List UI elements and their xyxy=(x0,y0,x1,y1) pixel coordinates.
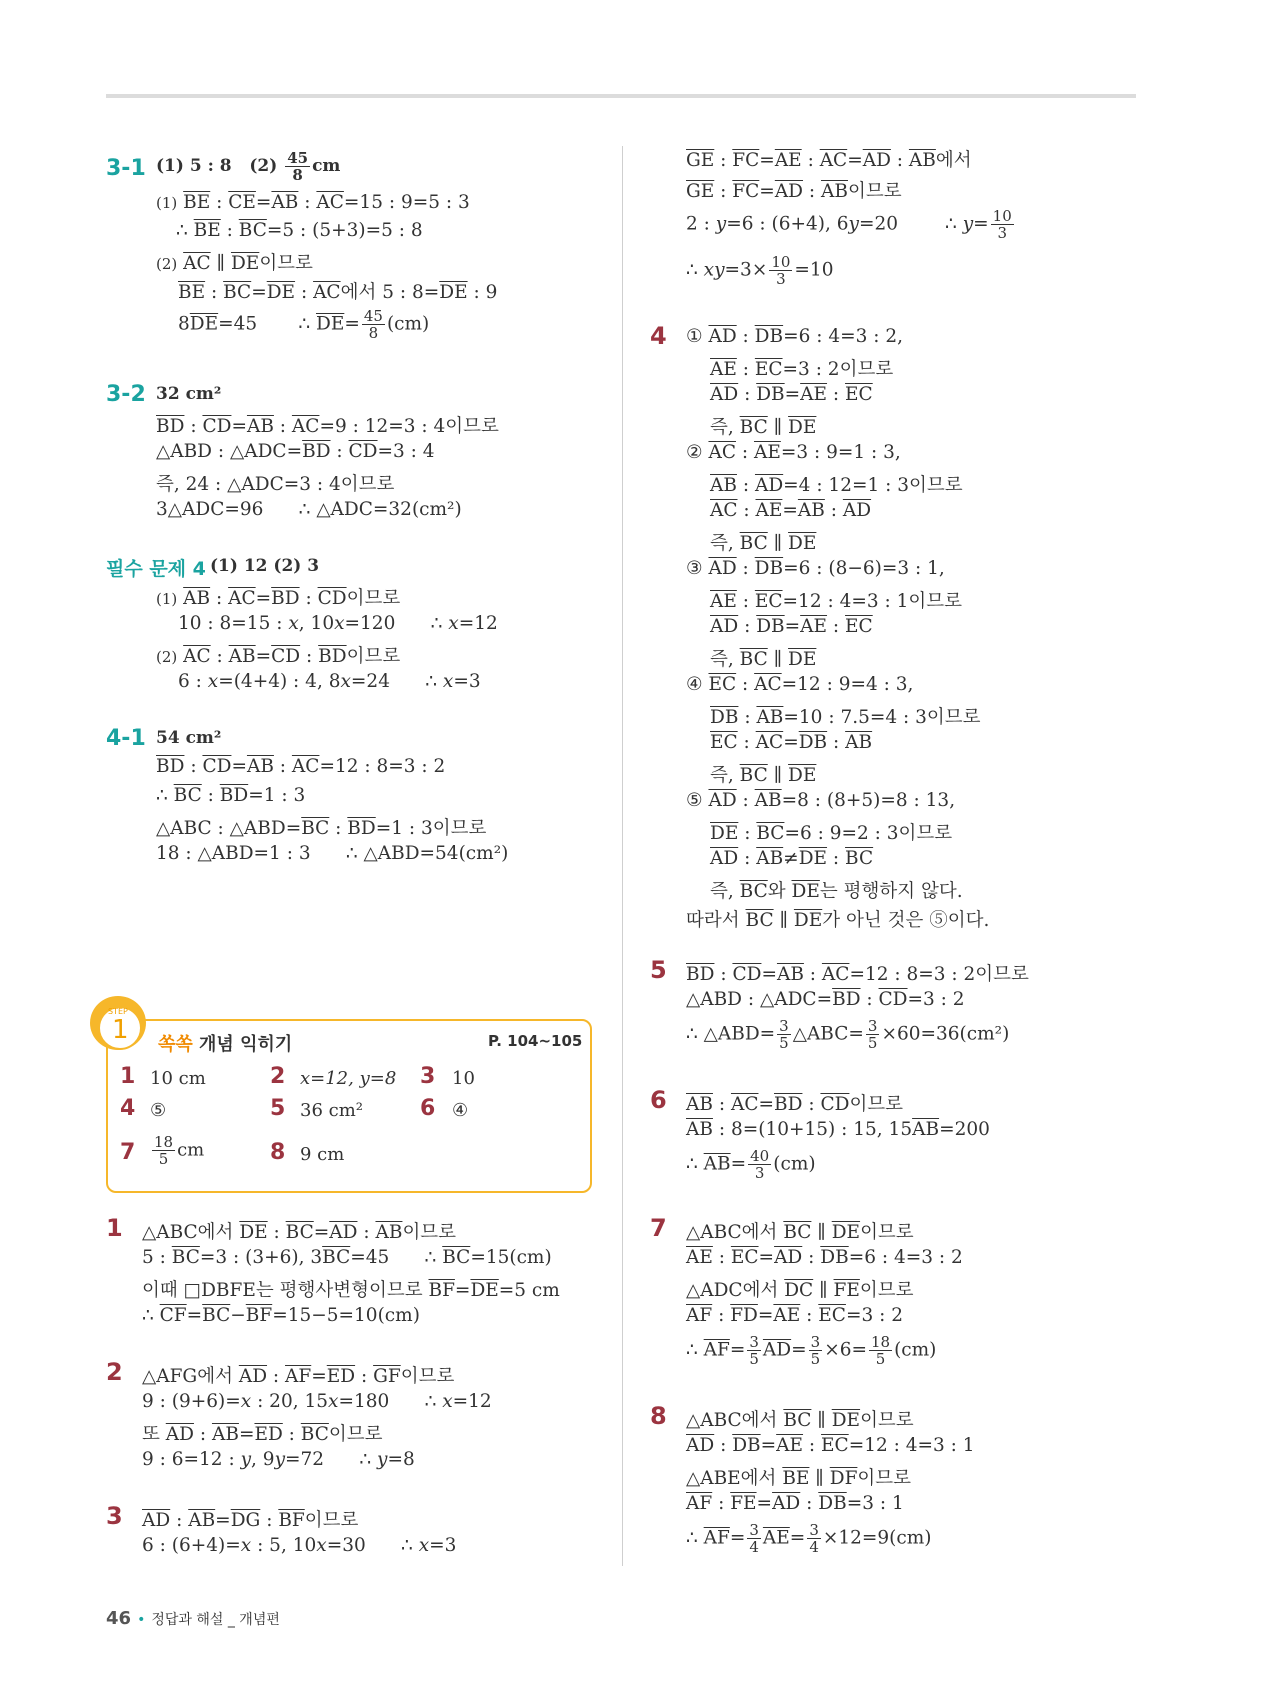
problem-number: 2 xyxy=(106,1358,123,1386)
step-label: STEP xyxy=(108,1007,128,1016)
solution-line: △ABC에서 $\overline{BC}$ ∥ $\overline{DE}$이므로 xyxy=(686,1410,914,1431)
box-item-number: 3 xyxy=(420,1064,436,1089)
solution-line: $\overline{BE}$ : $\overline{BC}=\overline{DE}$ : $\overline{AC}$에서 5 : $8=\overline{DE}$ : 9 xyxy=(178,282,498,303)
solution-line: ∴ xy=3× $\frac{10}{3}$ =10 xyxy=(686,253,834,288)
solution-line: $\overline{AD}$ : $\overline{AB}=\overline{DG}$ : $\overline{BF}$이므로 xyxy=(142,1510,359,1531)
problem-number: 8 xyxy=(650,1402,667,1430)
box-item-number: 6 xyxy=(420,1096,436,1121)
box-item-value: 10 cm xyxy=(150,1068,206,1089)
box-item-number: 7 xyxy=(120,1140,136,1165)
box-item-number: 8 xyxy=(270,1140,286,1165)
solution-line: △ADC에서 $\overline{DC}$ ∥ $\overline{FE}$이므로 xyxy=(686,1280,914,1301)
box-item-value: $\frac{18}{5}$ cm xyxy=(154,1133,205,1168)
solution-line: ∴ $\overline{AF}=$ $\frac{3}{4}$ $\overline{AE}=$ $\frac{3}{4}$ ×12=9(cm) xyxy=(686,1521,932,1556)
solution-line: 따라서 $\overline{BC}$ ∥ $\overline{DE}$가 아닌 것은 ⑤이다. xyxy=(686,910,990,931)
solution-line: 2 : y=6 : (6+4), 6y=20 ∴ y= $\frac{10}{3}$ xyxy=(686,207,1012,242)
solution-line: $\overline{GE}$ : $\overline{FC}=\overline{AD}$ : $\overline{AB}$이므로 xyxy=(686,181,902,202)
solution-line: 즉, $\overline{BC}$와 $\overline{DE}$는 평행하지 않다. xyxy=(710,881,963,902)
solution-line: $\overline{AF}$ : $\overline{FD}=\overline{AE}$ : $\overline{EC}=3$ : 2 xyxy=(686,1305,903,1326)
top-rule xyxy=(106,94,1136,98)
box-item-number: 2 xyxy=(270,1064,286,1089)
solution-line: △AFG에서 $\overline{AD}$ : $\overline{AF}=\overline{ED}$ : $\overline{GF}$이므로 xyxy=(142,1366,455,1387)
solution-line: 또 $\overline{AD}$ : $\overline{AB}=\overline{ED}$ : $\overline{BC}$이므로 xyxy=(142,1424,383,1445)
problem-number: 6 xyxy=(650,1086,667,1114)
solution-line: 6 : x=(4+4) : 4, 8x=24 ∴ x=3 xyxy=(178,671,481,692)
box-item-number: 1 xyxy=(120,1064,136,1089)
box-item-number: 5 xyxy=(270,1096,286,1121)
problem-number: 4 xyxy=(650,322,667,350)
solution-line: $8\overline{DE}=45$ ∴ $\overline{DE}=$ $\frac{45}{8}$ (cm) xyxy=(178,307,430,342)
solution-line: (2) $\overline{AC}$ ∥ $\overline{DE}$이므로 xyxy=(156,253,313,274)
solution-line: $\overline{AE}$ : $\overline{EC}=12$ : 4=3 : 1이므로 xyxy=(710,591,963,612)
footer-text: 정답과 해설 _ 개념편 xyxy=(151,1612,280,1628)
solution-line: $\overline{EC}$ : $\overline{AC}=\overline{DB}$ : $\overline{AB}$ xyxy=(710,732,873,753)
solution-line: $\overline{AD}$ : $\overline{DB}=\overline{AE}$ : $\overline{EC}$ xyxy=(710,616,873,637)
problem-number: 3-2 xyxy=(106,382,146,407)
solution-line: $\overline{AB}$ : 8=(10+15) : 15, $15\overline{AB}=200$ xyxy=(686,1119,990,1140)
solution-line: ① $\overline{AD}$ : $\overline{DB}=6$ : 4=3 : 2, xyxy=(686,326,904,347)
solution-line: ∴ $\overline{AB}=$ $\frac{40}{3}$ (cm) xyxy=(686,1147,816,1182)
problem-number: 5 xyxy=(650,956,667,984)
solution-line: ④ $\overline{EC}$ : $\overline{AC}=12$ : 9=4 : 3, xyxy=(686,674,914,695)
step-number: 1 xyxy=(112,1015,129,1045)
solution-line: 9 : 6=12 : y, 9y=72 ∴ y=8 xyxy=(142,1449,415,1470)
solution-line: $\overline{DE}$ : $\overline{BC}=6$ : 9=2 : 3이므로 xyxy=(710,823,953,844)
page-number: 46 xyxy=(106,1608,132,1629)
answer-summary: (1) 5 : 8 (2) $\frac{45}{8}$ cm xyxy=(156,149,341,184)
solution-line: 3△ADC=96 ∴ △ADC=32(cm²) xyxy=(156,499,462,520)
solution-line: 10 : 8=15 : x, 10x=120 ∴ x=12 xyxy=(178,613,498,634)
solution-line: 5 : $\overline{BC}=3$ : (3+6), $3\overline{BC}=45$ ∴ $\overline{BC}=15(cm)$ xyxy=(142,1247,552,1268)
box-item-number: 4 xyxy=(120,1096,136,1121)
solution-line: $\overline{GE}$ : $\overline{FC}=\overline{AE}$ : $\overline{AC}=\overline{AD}$ : $\overline{AB}$에서 xyxy=(686,150,972,171)
solution-line: 즉, 24 : △ADC=3 : 4이므로 xyxy=(156,474,395,495)
solution-line: $\overline{AE}$ : $\overline{EC}=3$ : 2이므로 xyxy=(710,359,894,380)
solution-line: ∴ $\overline{CF}=\overline{BC}-\overline{BF}=15-5=10(cm)$ xyxy=(142,1305,420,1326)
solution-line: $\overline{AD}$ : $\overline{AB}\ne\overline{DE}$ : $\overline{BC}$ xyxy=(710,848,874,869)
solution-line: (2) $\overline{AC}$ : $\overline{AB}=\overline{CD}$ : $\overline{BD}$이므로 xyxy=(156,646,401,667)
solution-line: $\overline{AD}$ : $\overline{DB}=\overline{AE}$ : $\overline{EC}$ xyxy=(710,384,873,405)
problem-number: 3-1 xyxy=(106,156,146,181)
box-item-value: ⑤ xyxy=(150,1100,167,1121)
solution-line: △ABC : $\triangle ABD=\overline{BC}$ : $\overline{BD}=1$ : 3이므로 xyxy=(156,818,487,839)
problem-number: 1 xyxy=(106,1214,123,1242)
solution-line: 18 : △ABD=1 : 3 ∴ △ABD=54(cm²) xyxy=(156,843,509,864)
box-item-value: x=12, y=8 xyxy=(300,1068,397,1089)
box-title: 쏙쏙 개념 익히기 xyxy=(158,1034,293,1055)
box-item-value: ④ xyxy=(452,1100,469,1121)
solution-line: $\overline{AB}$ : $\overline{AD}=4$ : 12=1 : 3이므로 xyxy=(710,475,963,496)
solution-line: $\overline{AE}$ : $\overline{EC}=\overline{AD}$ : $\overline{DB}=6$ : 4=3 : 2 xyxy=(686,1247,963,1268)
solution-line: ∴ $\overline{AF}=$ $\frac{3}{5}$ $\overline{AD}=$ $\frac{3}{5}$ ×6= $\frac{18}{5}$ (cm) xyxy=(686,1333,937,1368)
solution-line: $\overline{BD}$ : $\overline{CD}=\overline{AB}$ : $\overline{AC}=9$ : 12=3 : 4이므로 xyxy=(156,416,499,437)
box-page-range: P. 104~105 xyxy=(488,1032,583,1050)
solution-line: 이때 □DBFE는 평행사변형이므로 $\overline{BF}=\overline{DE}=5$ cm xyxy=(142,1280,560,1301)
solution-line: 즉, $\overline{BC}$ ∥ $\overline{DE}$ xyxy=(710,533,817,554)
solution-line: ∴ $\overline{BC}$ : $\overline{BD}=1$ : 3 xyxy=(156,785,306,806)
solution-line: $\overline{AB}$ : $\overline{AC}=\overline{BD}$ : $\overline{CD}$이므로 xyxy=(686,1094,904,1115)
problem-number: 4-1 xyxy=(106,726,146,751)
answer-summary: 54 cm² xyxy=(156,728,222,748)
solution-line: 6 : (6+4)=x : 5, 10x=30 ∴ x=3 xyxy=(142,1535,457,1556)
solution-line: ② $\overline{AC}$ : $\overline{AE}=3$ : 9=1 : 3, xyxy=(686,442,901,463)
solution-line: △ABC에서 $\overline{DE}$ : $\overline{BC}=\overline{AD}$ : $\overline{AB}$이므로 xyxy=(142,1222,457,1243)
page-footer xyxy=(106,1608,280,1629)
solution-line: 9 : (9+6)=x : 20, 15x=180 ∴ x=12 xyxy=(142,1391,492,1412)
box-item-value: 9 cm xyxy=(300,1144,345,1165)
solution-line: △ABD : $\triangle ADC=\overline{BD}$ : $\overline{CD}=3$ : 4 xyxy=(156,441,435,462)
solution-line: 즉, $\overline{BC}$ ∥ $\overline{DE}$ xyxy=(710,649,817,670)
solution-line: $\overline{AD}$ : $\overline{DB}=\overline{AE}$ : $\overline{EC}=12$ : 4=3 : 1 xyxy=(686,1435,975,1456)
solution-line: △ABD : $\triangle ADC=\overline{BD}$ : $\overline{CD}=3$ : 2 xyxy=(686,989,965,1010)
solution-line: (1) $\overline{AB}$ : $\overline{AC}=\overline{BD}$ : $\overline{CD}$이므로 xyxy=(156,588,401,609)
solution-line: ∴ $\overline{BE}$ : $\overline{BC}=5$ : (5+3)=5 : 8 xyxy=(176,220,423,241)
solution-line: $\overline{BD}$ : $\overline{CD}=\overline{AB}$ : $\overline{AC}=12$ : 8=3 : 2 xyxy=(156,756,446,777)
problem-number: 3 xyxy=(106,1502,123,1530)
solution-line: ∴ △ABD= $\frac{3}{5}$ △ABC= $\frac{3}{5}$ ×60=36(cm²) xyxy=(686,1017,1010,1052)
box-item-value: 10 xyxy=(452,1068,475,1089)
solution-line: 즉, $\overline{BC}$ ∥ $\overline{DE}$ xyxy=(710,765,817,786)
solution-line: △ABC에서 $\overline{BC}$ ∥ $\overline{DE}$이므로 xyxy=(686,1222,914,1243)
column-divider xyxy=(622,146,623,1566)
bullet-icon: • xyxy=(137,1612,146,1628)
solution-line: ⑤ $\overline{AD}$ : $\overline{AB}=8$ : (8+5)=8 : 13, xyxy=(686,790,956,811)
solution-line: ③ $\overline{AD}$ : $\overline{DB}=6$ : (8−6)=3 : 1, xyxy=(686,558,945,579)
solution-line: (1) $\overline{BE}$ : $\overline{CE}=\overline{AB}$ : $\overline{AC}=15$ : 9=5 : 3 xyxy=(156,192,470,213)
solution-line: $\overline{AF}$ : $\overline{FE}=\overline{AD}$ : $\overline{DB}=3$ : 1 xyxy=(686,1493,904,1514)
answer-summary: (1) 12 (2) 3 xyxy=(210,556,320,576)
solution-line: $\overline{DB}$ : $\overline{AB}=10$ : 7.5=4 : 3이므로 xyxy=(710,707,981,728)
problem-number: 7 xyxy=(650,1214,667,1242)
solution-line: $\overline{AC}$ : $\overline{AE}=\overline{AB}$ : $\overline{AD}$ xyxy=(710,500,872,521)
solution-line: $\overline{BD}$ : $\overline{CD}=\overline{AB}$ : $\overline{AC}=12$ : 8=3 : 2이므로 xyxy=(686,964,1029,985)
problem-number: 필수 문제 4 xyxy=(106,558,206,580)
answer-summary: 32 cm² xyxy=(156,384,222,404)
box-item-value: 36 cm² xyxy=(300,1100,363,1121)
solution-line: △ABE에서 $\overline{BE}$ ∥ $\overline{DF}$이므로 xyxy=(686,1468,912,1489)
solution-line: 즉, $\overline{BC}$ ∥ $\overline{DE}$ xyxy=(710,417,817,438)
